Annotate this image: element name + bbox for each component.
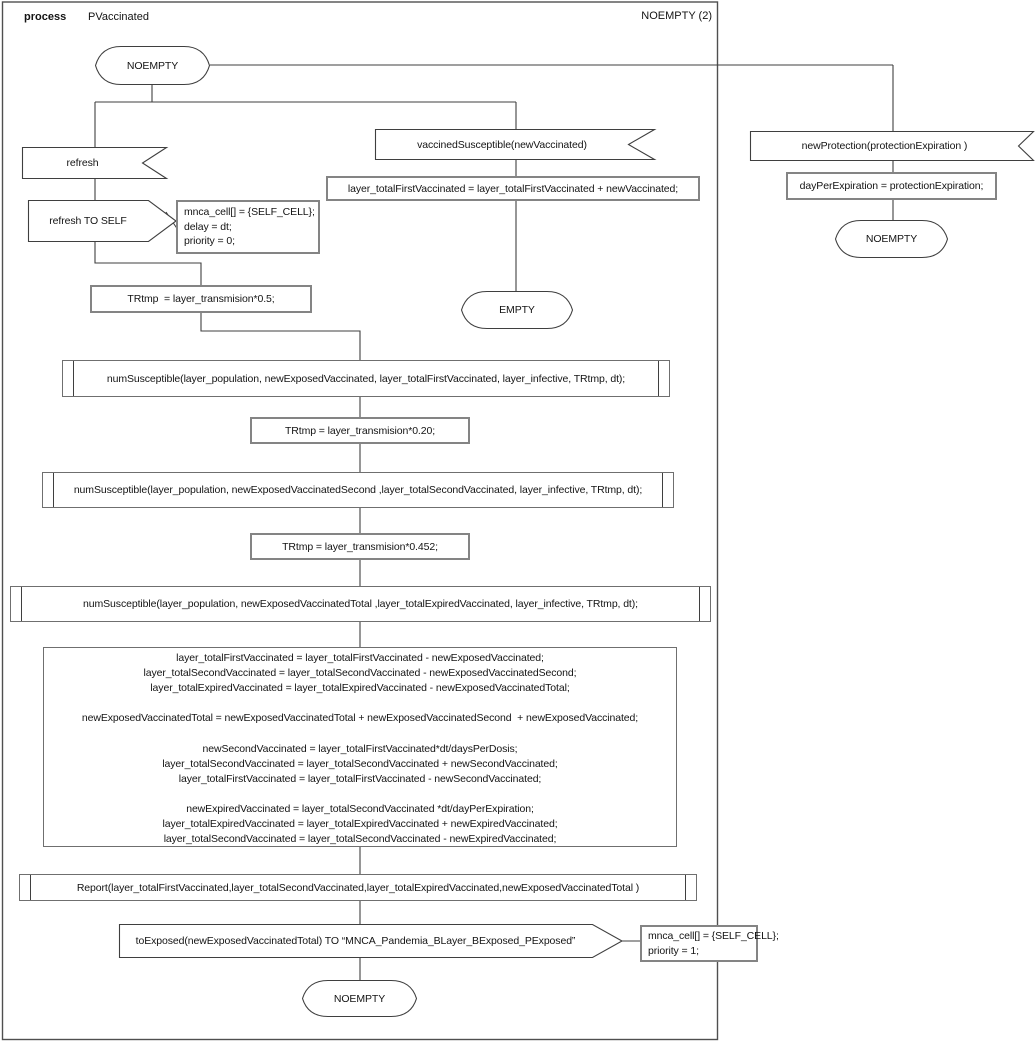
state-empty[interactable] [462,292,573,329]
call-inner-line-right [662,473,663,507]
update-line: newSecondVaccinated = layer_totalFirstVaccinated*dt/daysPerDosis; [202,742,518,755]
process-kind-label: process [24,11,67,23]
call-num-susceptible-first-label: numSusceptible(layer_population, newExposedVaccinated, layer_totalFirstVaccinated, layer_infective, TRtmp, dt); [106,372,626,385]
update-line [44,696,676,711]
call-inner-line-right [699,587,700,621]
update-line: layer_totalExpiredVaccinated = layer_totalExpiredVaccinated + newExpiredVaccinated; [162,818,558,831]
call-inner-line-left [73,361,74,396]
send-refresh-to-self[interactable] [29,201,177,242]
update-line: layer_totalSecondVaccinated = layer_totalSecondVaccinated + newSecondVaccinated; [162,757,558,770]
refresh-params-line: priority = 0; [184,235,235,248]
page-title: PVaccinated [88,11,149,23]
state-empty-label: EMPTY [499,304,535,316]
receive-new-protection[interactable] [751,132,1034,161]
state-noempty-start-label: NOEMPTY [126,59,179,72]
update-line: layer_totalSecondVaccinated = layer_totalSecondVaccinated - newExposedVaccinatedSecond; [143,667,577,680]
update-line: newExposedVaccinatedTotal = newExposedVaccinatedTotal + newExposedVaccinatedSecond + newExposedVaccinated; [81,712,639,725]
state-noempty-protection-label: NOEMPTY [865,233,918,245]
call-num-susceptible-second-label: numSusceptible(layer_population, newExposedVaccinatedSecond ,layer_totalSecondVaccinated, layer_infective, TRtmp, dt); [73,484,643,496]
exposed-params-line: priority = 1; [648,944,699,957]
receive-vaccined-susceptible[interactable] [376,130,655,160]
receive-vaccined-susceptible-label: vaccinedSusceptible(newVaccinated) [417,138,587,151]
call-inner-line-right [685,875,686,900]
call-inner-line-right [658,361,659,396]
update-line: layer_totalFirstVaccinated = layer_totalFirstVaccinated - newExposedVaccinated; [176,652,544,664]
send-to-exposed[interactable] [120,925,623,958]
update-line: layer_totalExpiredVaccinated = layer_totalExpiredVaccinated - newExposedVaccinatedTotal; [150,682,570,695]
call-inner-line-left [21,587,22,621]
exposed-params-box[interactable] [640,925,779,962]
call-report-label: Report(layer_totalFirstVaccinated,layer_totalSecondVaccinated,layer_totalExpiredVaccinated,newExposedVaccinatedTotal ) [76,881,640,894]
refresh-params-line: delay = dt; [184,220,232,233]
trtmp-020-box[interactable]: TRtmp = layer_transmision*0.20; [250,417,470,444]
corner-state-ref: NOEMPTY (2) [641,10,712,22]
state-noempty-protection[interactable] [836,221,948,258]
send-refresh-to-self-label: refresh TO SELF [49,215,127,227]
call-report[interactable] [19,874,697,901]
update-line [44,787,676,802]
receive-new-protection-label: newProtection(protectionExpiration ) [801,140,968,152]
update-line: newExpiredVaccinated = layer_totalSecondVaccinated *dt/dayPerExpiration; [186,802,534,815]
receive-refresh-label: refresh [66,157,99,169]
call-inner-line-left [30,875,31,900]
state-noempty-start[interactable] [96,47,210,85]
add-first-vaccinated-box[interactable]: layer_totalFirstVaccinated = layer_totalFirstVaccinated + newVaccinated; [326,176,700,201]
call-num-susceptible-second[interactable] [42,472,674,508]
connector-trtmp1-to-call1 [201,313,360,360]
update-line [44,726,676,741]
state-noempty-end-label: NOEMPTY [333,992,386,1005]
trtmp-05-box[interactable]: TRtmp = layer_transmision*0.5; [90,285,312,313]
update-line: layer_totalSecondVaccinated = layer_totalSecondVaccinated - newExpiredVaccinated; [163,833,557,846]
call-inner-line-left [53,473,54,507]
update-line: layer_totalFirstVaccinated = layer_totalFirstVaccinated - newSecondVaccinated; [178,772,542,785]
refresh-params-line: mnca_cell[] = {SELF_CELL}; [184,206,315,219]
refresh-params-box[interactable] [176,200,320,254]
call-num-susceptible-first[interactable] [62,360,670,397]
call-num-susceptible-total[interactable] [10,586,711,622]
send-to-exposed-label: toExposed(newExposedVaccinatedTotal) TO “MNCA_Pandemia_BLayer_BExposed_PExposed” [135,935,576,947]
update-totals-box[interactable] [43,647,677,847]
call-num-susceptible-total-label: numSusceptible(layer_population, newExposedVaccinatedTotal ,layer_totalExpiredVaccinated, layer_infective, TRtmp, dt); [83,598,638,610]
exposed-params-line: mnca_cell[] = {SELF_CELL}; [648,930,779,942]
day-per-expiration-box[interactable]: dayPerExpiration = protectionExpiration; [786,172,997,200]
receive-refresh[interactable] [23,148,167,179]
trtmp-0452-box[interactable]: TRtmp = layer_transmision*0.452; [250,533,470,560]
state-noempty-end[interactable] [303,981,417,1017]
